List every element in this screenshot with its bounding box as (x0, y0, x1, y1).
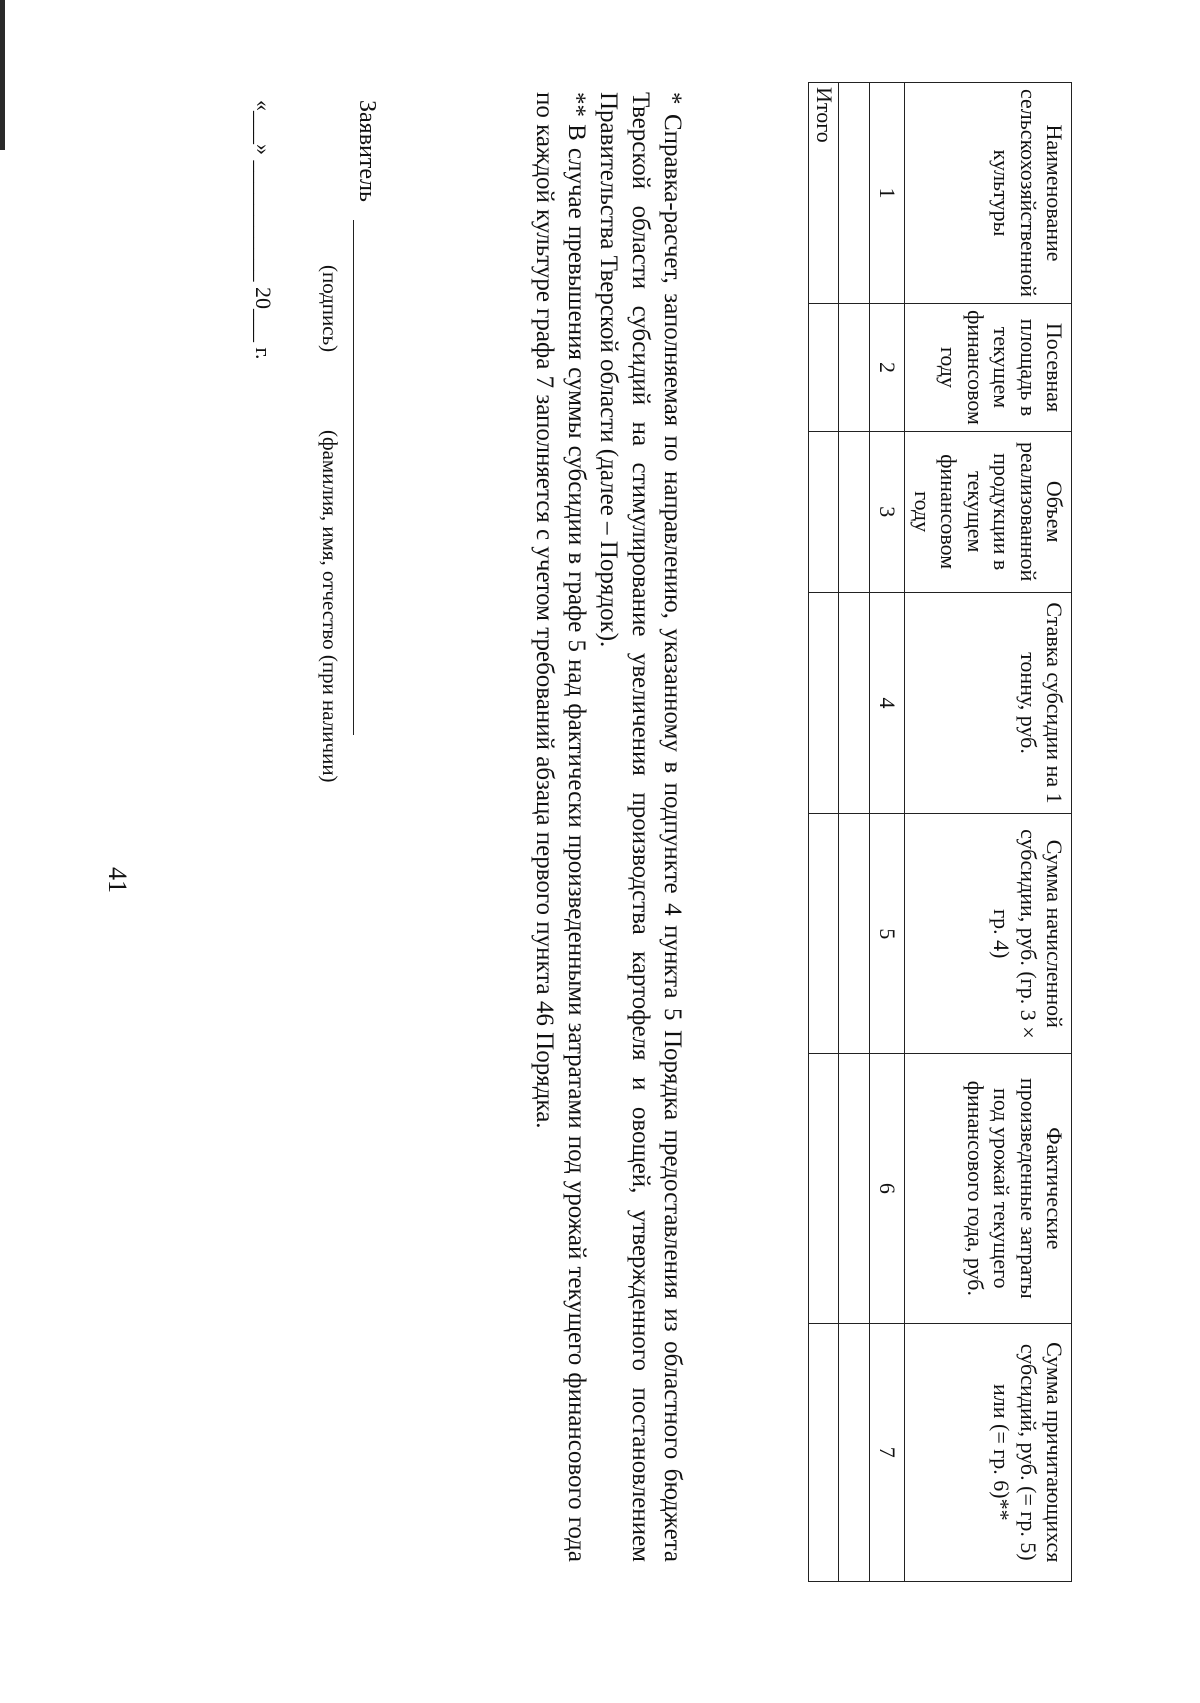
table-cell (809, 1323, 838, 1581)
rotated-document-page (10, 70, 1100, 1690)
header-due-subsidy: Сумма причитающихся субсидий, руб. (= гр. 5) или (= гр. 6)** (904, 1323, 1071, 1581)
table-cell (838, 1054, 869, 1323)
table-cell (838, 814, 869, 1054)
header-crop-name: Наименование сельскохозяйственной культуры (904, 83, 1071, 304)
applicant-block (180, 100, 380, 1100)
column-number: 1 (869, 83, 904, 304)
table-cell (838, 592, 869, 814)
applicant-label: Заявитель (354, 100, 380, 202)
table-cell (838, 83, 869, 304)
header-subsidy-rate: Ставка субсидии на 1 тонну, руб. (904, 592, 1071, 814)
signature-line (353, 220, 354, 735)
table-cell (809, 814, 838, 1054)
table-row (838, 83, 869, 1582)
date-line: «___» ___________ 20___ г. (251, 100, 276, 360)
footnotes (528, 92, 688, 1562)
header-sown-area: Посевная площадь в текущем финансовом году (904, 304, 1071, 432)
name-hint: (фамилия, имя, отчество (при наличии) (318, 430, 342, 783)
table-cell (809, 431, 838, 592)
table-cell (809, 304, 838, 432)
scan-edge-mark (0, 0, 5, 150)
column-number-row (869, 83, 904, 1582)
table-cell (838, 431, 869, 592)
column-number: 2 (869, 304, 904, 432)
header-sold-volume: Объем реализованной продукции в текущем финансовом году (904, 431, 1071, 592)
table-header-row (904, 83, 1071, 1582)
column-number: 5 (869, 814, 904, 1054)
total-label: Итого (809, 83, 838, 304)
page-number: 41 (103, 867, 132, 893)
subsidy-calculation-table (808, 82, 1072, 1582)
column-number: 4 (869, 592, 904, 814)
column-number: 3 (869, 431, 904, 592)
total-row (809, 83, 838, 1582)
header-accrued-subsidy: Сумма начисленной субсидии, руб. (гр. 3 × гр. 4) (904, 814, 1071, 1054)
header-actual-costs: Фактические произведенные затраты под урожай текущего финансового года, руб. (904, 1054, 1071, 1323)
footnote-2: ** В случае превышения суммы субсидии в графе 5 над фактически произведенными затратами под урожай текущего финансового года по каждой культуре графа 7 заполняется с учетом требований абзаца первого пункта 46 Порядка. (531, 92, 590, 1562)
table-cell (809, 1054, 838, 1323)
signature-hint: (подпись) (318, 265, 342, 353)
column-number: 6 (869, 1054, 904, 1323)
table-cell (809, 592, 838, 814)
footnote-1: * Справка-расчет, заполняемая по направлению, указанному в подпункте 4 пункта 5 Порядка предоставления из областного бюджета Тверской области субсидий на стимулирование увеличения производства картофеля и овощей, утвержденного постановлением Правительства Тверской области (далее – Порядок). (595, 92, 686, 1562)
table-cell (838, 304, 869, 432)
table-cell (838, 1323, 869, 1581)
column-number: 7 (869, 1323, 904, 1581)
